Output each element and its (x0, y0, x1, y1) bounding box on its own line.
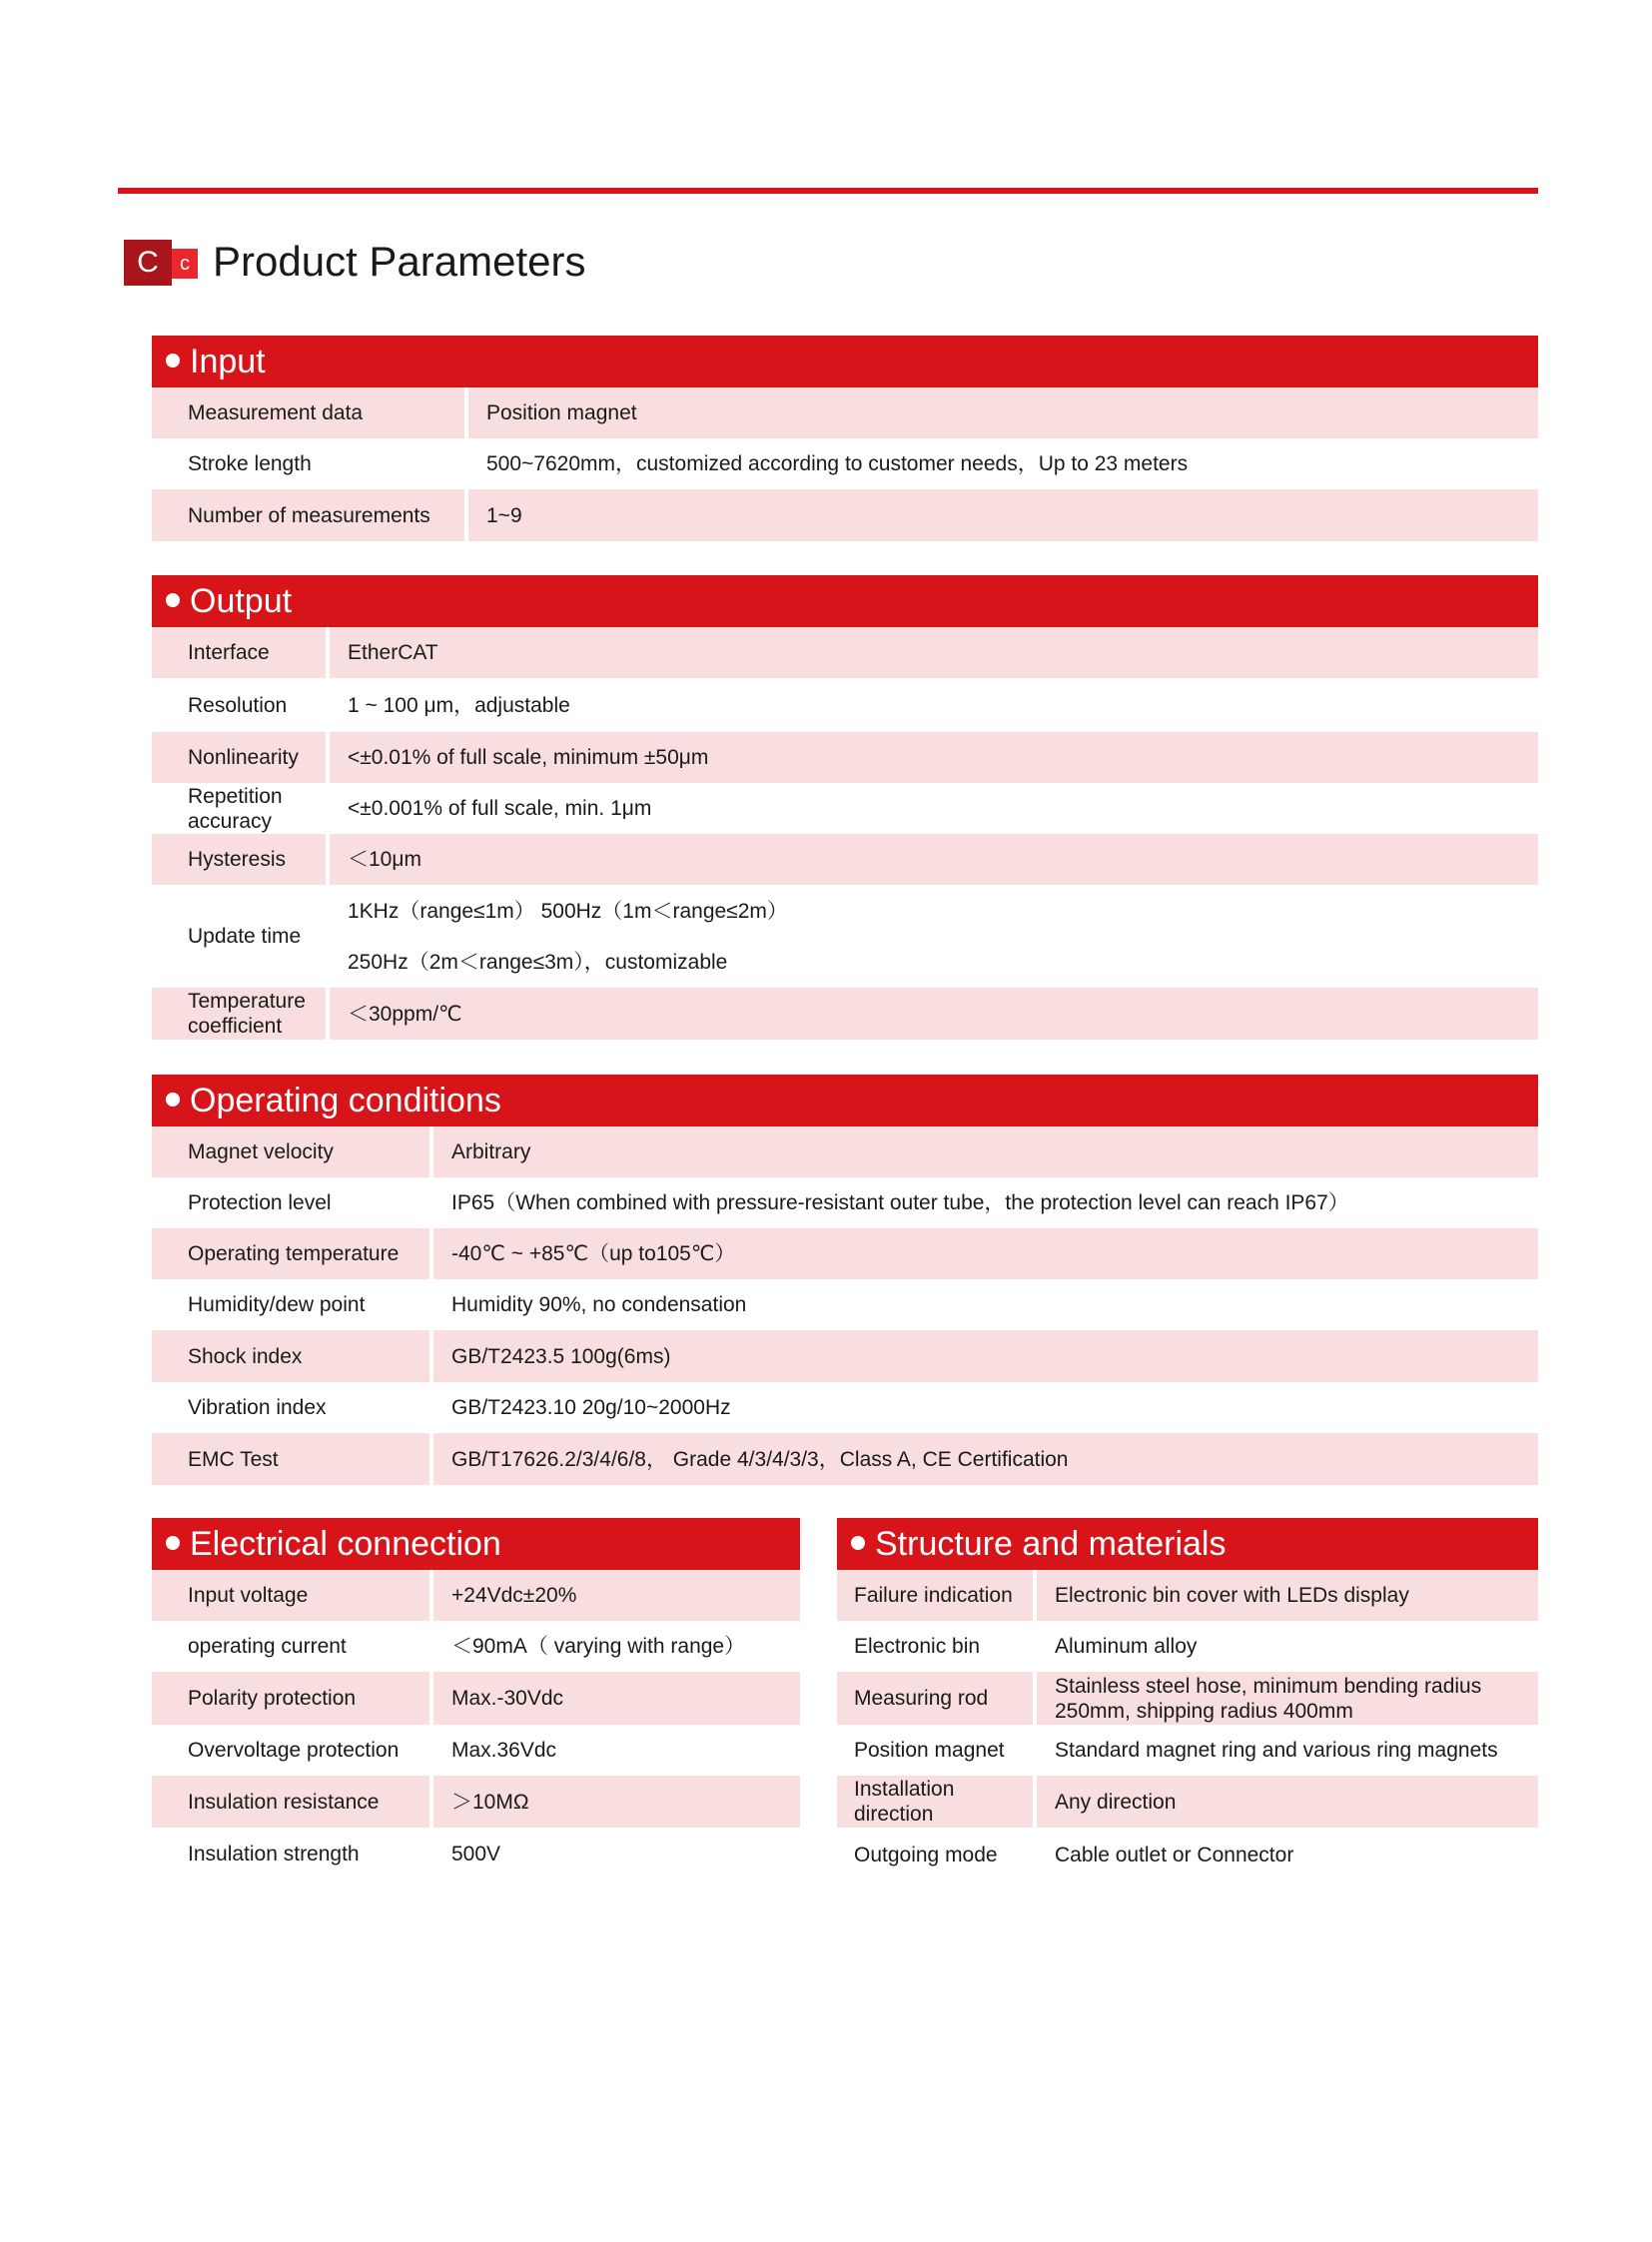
table-row (152, 1382, 1538, 1433)
param-label: Overvoltage protection (188, 1739, 400, 1762)
param-label: Failure indication (837, 1570, 1033, 1621)
table-row (837, 1828, 1538, 1882)
section-header (152, 1075, 1538, 1126)
section-electrical-connection (152, 1518, 800, 1879)
table-row (837, 1776, 1538, 1828)
param-label: Update time (188, 925, 302, 948)
param-label: Input voltage (152, 1570, 429, 1621)
bullet-icon (166, 593, 180, 607)
page-title: Product Parameters (213, 238, 586, 285)
table-row (152, 1672, 800, 1725)
table-row (152, 1330, 1538, 1382)
table-row (152, 489, 1538, 541)
param-label: Number of measurements (152, 489, 464, 541)
logo-letter-big: C (124, 240, 172, 286)
param-label: Position magnet (854, 1739, 1005, 1762)
section-header (152, 575, 1538, 627)
param-value: GB/T2423.10 20g/10~2000Hz (451, 1396, 731, 1419)
param-value: 500~7620mm，customized according to customer needs，Up to 23 meters (486, 452, 1189, 475)
section-operating-conditions (152, 1075, 1538, 1485)
table-row (152, 1126, 1538, 1177)
value-line: Stainless steel hose, minimum bending radius (1055, 1674, 1482, 1698)
param-label: Interface (152, 627, 326, 678)
param-label: Insulation strength (188, 1842, 360, 1866)
section-header (152, 336, 1538, 387)
bullet-icon (166, 1093, 180, 1107)
param-label: Measurement data (152, 387, 464, 438)
table-row (152, 1776, 800, 1828)
param-value: Cable outlet or Connector (1055, 1844, 1294, 1867)
section-output (152, 575, 1538, 1040)
bullet-icon (166, 354, 180, 368)
param-value: GB/T17626.2/3/4/6/8， Grade 4/3/4/3/3，Class A, CE Certification (433, 1433, 1538, 1485)
param-label: Electronic bin (854, 1635, 981, 1658)
section-title: Input (190, 343, 266, 380)
param-value: EtherCAT (330, 627, 1538, 678)
section-input (152, 336, 1538, 541)
param-label: Vibration index (188, 1396, 327, 1419)
section-title: Output (190, 582, 293, 620)
table-row (152, 1177, 1538, 1228)
param-value (330, 885, 1538, 988)
param-value: ＞10MΩ (433, 1776, 800, 1828)
logo-letter-small: c (172, 249, 198, 279)
table-row (152, 1828, 800, 1879)
param-value: Any direction (1037, 1776, 1538, 1828)
table-row (152, 1621, 800, 1672)
table-row (837, 1725, 1538, 1776)
param-label: Installation direction (837, 1776, 1033, 1828)
table-row (152, 627, 1538, 678)
table-row (837, 1621, 1538, 1672)
param-value: Standard magnet ring and various ring magnets (1055, 1739, 1498, 1762)
param-value: 1~9 (468, 489, 1538, 541)
table-row (152, 1433, 1538, 1485)
param-value: <±0.01% of full scale, minimum ±50μm (330, 732, 1538, 783)
table-row (152, 834, 1538, 885)
param-value: Arbitrary (433, 1126, 1538, 1177)
param-label: Insulation resistance (152, 1776, 429, 1828)
section-header (837, 1518, 1538, 1570)
bullet-icon (851, 1536, 865, 1550)
section-title: Operating conditions (190, 1082, 501, 1120)
param-value: ＜90mA（ varying with range） (451, 1635, 746, 1658)
param-label: Shock index (152, 1330, 429, 1382)
param-value: 500V (451, 1842, 501, 1866)
param-label: Magnet velocity (152, 1126, 429, 1177)
section-header (152, 1518, 800, 1570)
table-row (837, 1672, 1538, 1725)
top-divider (118, 188, 1538, 194)
value-line: 250mm, shipping radius 400mm (1055, 1699, 1353, 1723)
param-value: ＜30ppm/℃ (330, 988, 1538, 1040)
param-value: +24Vdc±20% (433, 1570, 800, 1621)
table-row (152, 387, 1538, 438)
table-row (152, 678, 1538, 732)
param-value: <±0.001% of full scale, min. 1μm (348, 797, 652, 820)
value-line: 1KHz（range≤1m） 500Hz（1m＜range≤2m） (348, 899, 788, 923)
param-value: GB/T2423.5 100g(6ms) (433, 1330, 1538, 1382)
param-value: -40℃ ~ +85℃（up to105℃） (433, 1228, 1538, 1279)
param-label: Measuring rod (837, 1672, 1033, 1725)
param-label: Operating temperature (152, 1228, 429, 1279)
section-title: Structure and materials (875, 1525, 1227, 1563)
param-value: ＜10μm (330, 834, 1538, 885)
table-row (152, 1570, 800, 1621)
param-label: Stroke length (188, 452, 312, 475)
param-label: Nonlinearity (152, 732, 326, 783)
table-row (152, 885, 1538, 988)
table-row (152, 1279, 1538, 1330)
section-structure-materials (837, 1518, 1538, 1882)
table-row (837, 1570, 1538, 1621)
param-value: Electronic bin cover with LEDs display (1037, 1570, 1538, 1621)
param-label: Temperature coefficient (152, 988, 326, 1040)
param-value: Aluminum alloy (1055, 1635, 1198, 1658)
param-label: Repetition accuracy (188, 784, 283, 833)
param-label: Outgoing mode (854, 1844, 998, 1867)
param-value (1037, 1672, 1538, 1725)
param-value: Humidity 90%, no condensation (451, 1293, 747, 1316)
value-line: 250Hz（2m＜range≤3m），customizable (348, 950, 728, 974)
param-label: Humidity/dew point (188, 1293, 366, 1316)
param-label: Protection level (188, 1191, 332, 1214)
section-title: Electrical connection (190, 1525, 501, 1563)
param-label: Resolution (188, 693, 288, 717)
param-label: operating current (188, 1635, 347, 1658)
param-value: 1 ~ 100 μm，adjustable (348, 693, 570, 717)
table-row (152, 732, 1538, 783)
table-row (152, 1725, 800, 1776)
table-row (152, 1228, 1538, 1279)
company-logo (124, 240, 198, 286)
table-row (152, 988, 1538, 1040)
table-row (152, 438, 1538, 489)
param-label: Hysteresis (152, 834, 326, 885)
param-value: IP65（When combined with pressure-resistant outer tube，the protection level can reach IP67） (451, 1191, 1349, 1214)
param-value: Max.-30Vdc (433, 1672, 800, 1725)
param-label: EMC Test (152, 1433, 429, 1485)
param-label: Polarity protection (152, 1672, 429, 1725)
param-value: Position magnet (468, 387, 1538, 438)
param-value: Max.36Vdc (451, 1739, 557, 1762)
table-row (152, 783, 1538, 834)
bullet-icon (166, 1536, 180, 1550)
